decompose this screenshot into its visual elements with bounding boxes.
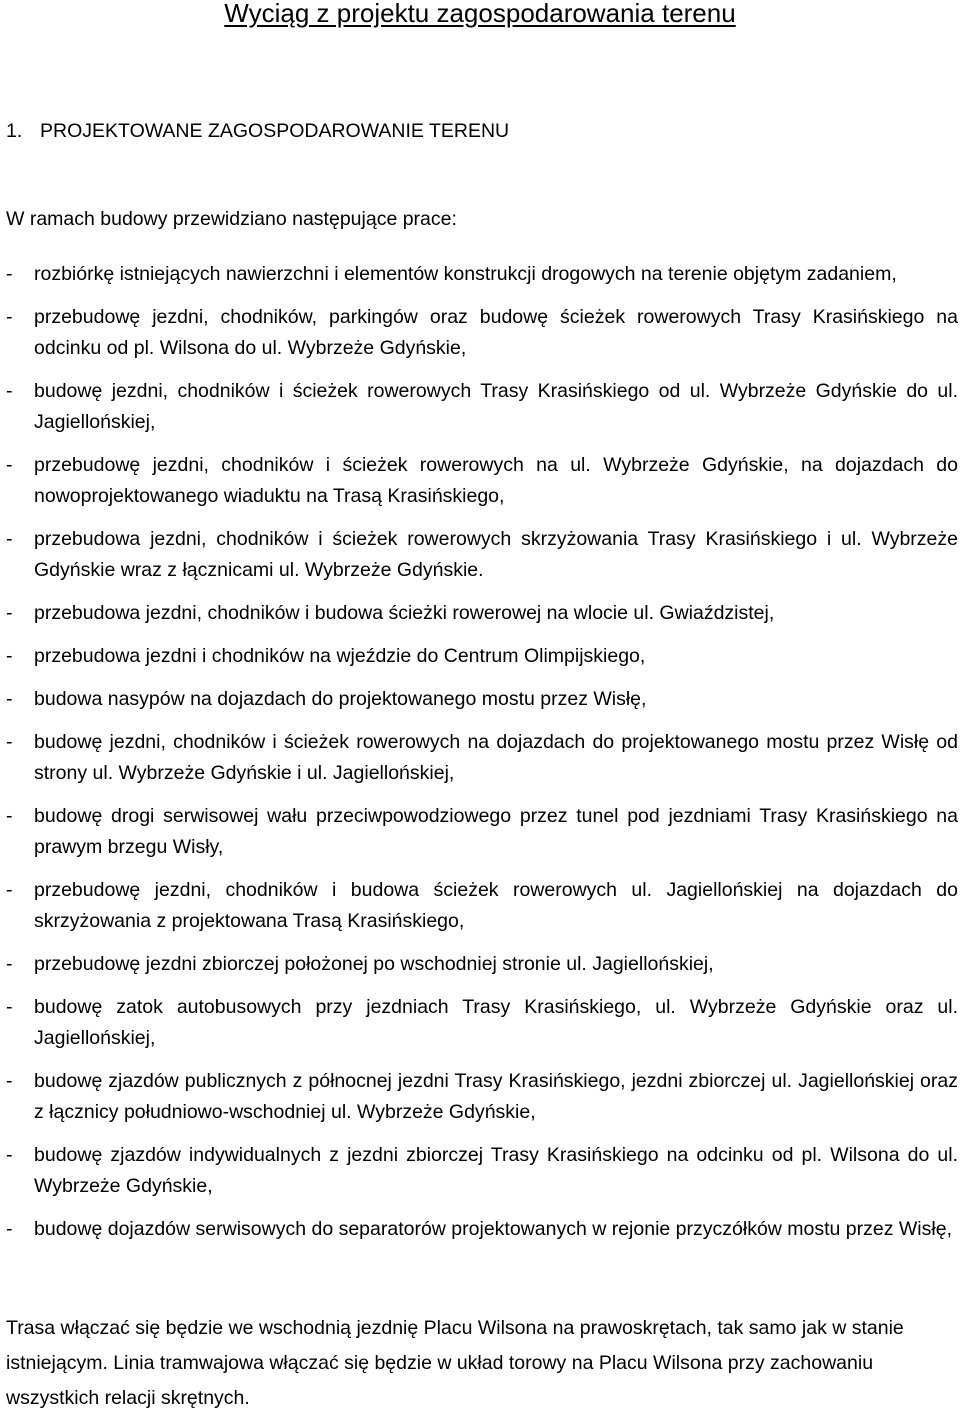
list-item-text: przebudowa jezdni i chodników na wjeździe do Centrum Olimpijskiego, <box>34 645 646 667</box>
list-bullet: - <box>6 602 13 624</box>
list-bullet: - <box>6 805 13 827</box>
section-heading-text: PROJEKTOWANE ZAGOSPODAROWANIE TERENU <box>40 120 510 142</box>
list-bullet: - <box>6 1070 13 1092</box>
list-bullet: - <box>6 879 13 901</box>
list-item-text: rozbiórkę istniejących nawierzchni i elementów konstrukcji drogowych na terenie objętym zadaniem, <box>34 263 897 285</box>
list-item <box>6 450 958 512</box>
list-item-text: przebudowa jezdni, chodników i ścieżek rowerowych skrzyżowania Trasy Krasińskiego i ul. Wybrzeże Gdyńskie wraz z łącznicami ul. Wybrzeże Gdyńskie. <box>34 528 958 581</box>
works-list <box>6 259 958 1257</box>
list-item-text: przebudowa jezdni, chodników i budowa ścieżki rowerowej na wlocie ul. Gwiaździstej, <box>34 602 775 624</box>
section-number: 1. <box>6 120 23 142</box>
list-bullet: - <box>6 731 13 753</box>
list-item <box>6 598 958 629</box>
list-bullet: - <box>6 454 13 476</box>
list-item <box>6 875 958 937</box>
list-item <box>6 1140 958 1202</box>
list-item-text: przebudowę jezdni zbiorczej położonej po wschodniej stronie ul. Jagiellońskiej, <box>34 953 714 975</box>
list-item-text: budowę zatok autobusowych przy jezdniach Trasy Krasińskiego, ul. Wybrzeże Gdyńskie oraz ul. Jagiellońskiej, <box>34 996 958 1049</box>
list-item <box>6 1214 958 1245</box>
list-item <box>6 259 958 290</box>
section-heading <box>6 118 509 144</box>
list-bullet: - <box>6 1218 13 1240</box>
list-item <box>6 302 958 364</box>
list-bullet: - <box>6 306 13 328</box>
list-item-text: budowę jezdni, chodników i ścieżek rowerowych na dojazdach do projektowanego mostu przez Wisłę od strony ul. Wybrzeże Gdyńskie i ul. Jagiellońskiej, <box>34 731 958 784</box>
list-item <box>6 1066 958 1128</box>
list-item <box>6 641 958 672</box>
list-bullet: - <box>6 528 13 550</box>
list-item-text: przebudowę jezdni, chodników i budowa ścieżek rowerowych ul. Jagiellońskiej na dojazdach do skrzyżowania z projektowana Trasą Krasińskiego, <box>34 879 958 932</box>
list-item-text: budowę jezdni, chodników i ścieżek rowerowych Trasy Krasińskiego od ul. Wybrzeże Gdyńskie do ul. Jagiellońskiej, <box>34 380 958 433</box>
list-bullet: - <box>6 380 13 402</box>
list-bullet: - <box>6 996 13 1018</box>
list-item <box>6 727 958 789</box>
list-item <box>6 801 958 863</box>
list-item-text: budowę zjazdów indywidualnych z jezdni zbiorczej Trasy Krasińskiego na odcinku od pl. Wilsona do ul. Wybrzeże Gdyńskie, <box>34 1144 958 1197</box>
list-item-text: przebudowę jezdni, chodników i ścieżek rowerowych na ul. Wybrzeże Gdyńskie, na dojazdach do nowoprojektowanego wiaduktu na Trasą Krasińskiego, <box>34 454 958 507</box>
list-item-text: przebudowę jezdni, chodników, parkingów oraz budowę ścieżek rowerowych Trasy Krasińskiego na odcinku od pl. Wilsona do ul. Wybrzeże Gdyńskie, <box>34 306 958 359</box>
list-bullet: - <box>6 953 13 975</box>
list-item <box>6 524 958 586</box>
list-item-text: budowa nasypów na dojazdach do projektowanego mostu przez Wisłę, <box>34 688 647 710</box>
list-bullet: - <box>6 688 13 710</box>
list-item <box>6 992 958 1054</box>
list-bullet: - <box>6 645 13 667</box>
document-title: Wyciąg z projektu zagospodarowania terenu <box>224 0 736 28</box>
closing-paragraph: Trasa włączać się będzie we wschodnią jezdnię Placu Wilsona na prawoskrętach, tak samo jak w stanie istniejącym. Linia tramwajowa włączać się będzie w układ torowy na Placu Wilsona przy zachowaniu wszystkich relacji skrętnych. <box>6 1317 904 1409</box>
list-item-text: budowę drogi serwisowej wału przeciwpowodziowego przez tunel pod jezdniami Trasy Krasińskiego na prawym brzegu Wisły, <box>34 805 958 858</box>
list-item <box>6 949 958 980</box>
list-item-text: budowę zjazdów publicznych z północnej jezdni Trasy Krasińskiego, jezdni zbiorczej ul. Jagiellońskiej oraz z łącznicy południowo-wschodniej ul. Wybrzeże Gdyńskie, <box>34 1070 958 1123</box>
list-item <box>6 376 958 438</box>
list-bullet: - <box>6 263 13 285</box>
list-item <box>6 684 958 715</box>
list-bullet: - <box>6 1144 13 1166</box>
intro-paragraph: W ramach budowy przewidziano następujące prace: <box>6 208 457 230</box>
list-item-text: budowę dojazdów serwisowych do separatorów projektowanych w rejonie przyczółków mostu przez Wisłę, <box>34 1218 952 1240</box>
